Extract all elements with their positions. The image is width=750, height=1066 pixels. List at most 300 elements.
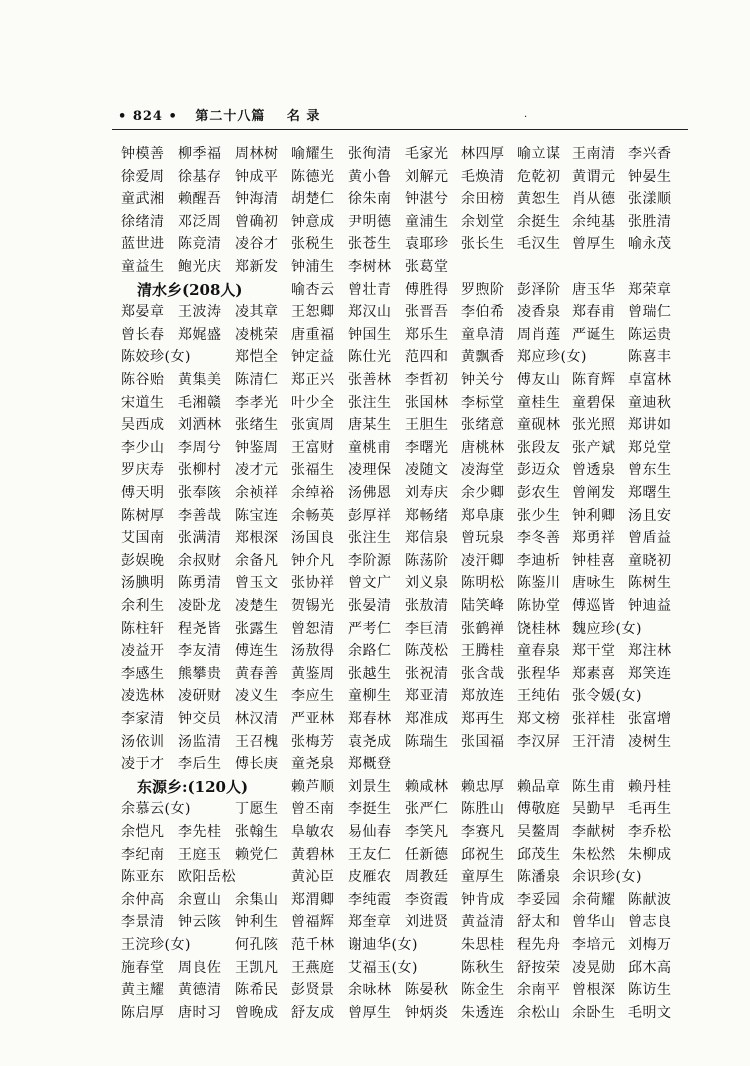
name-entry: 陈启厚	[121, 1004, 165, 1021]
name-entry: 李巨清	[405, 620, 449, 637]
name-entry: 傅敬庭	[517, 801, 561, 818]
name-entry: 李树林	[348, 259, 392, 275]
name-entry: 凌海堂	[461, 462, 505, 479]
name-entry: 郑概登	[348, 756, 392, 773]
name-entry: 郑准成	[405, 711, 449, 727]
name-entry: 童浦生	[405, 213, 449, 230]
name-entry: 钟海清	[235, 191, 279, 208]
name-entry: 严亚林	[291, 711, 335, 727]
name-entry: 傅长庚	[235, 756, 279, 773]
name-entry: 曾盾益	[628, 530, 672, 547]
name-entry: 余备凡	[235, 552, 279, 569]
name-entry: 李孝光	[235, 394, 279, 411]
name-entry: 张富增	[628, 711, 672, 727]
name-entry: 傅友山	[517, 372, 561, 388]
name-entry: 喻立谋	[517, 146, 561, 162]
name-entry: 曾文广	[348, 575, 392, 592]
name-entry: 程先舟	[517, 937, 561, 953]
name-entry: 钟桂喜	[572, 552, 616, 569]
name-entry: 曾厚生	[348, 1004, 392, 1021]
name-entry: 郑曙生	[628, 485, 672, 501]
name-entry: 陈树厚	[121, 507, 165, 524]
name-entry: 李赛凡	[461, 824, 505, 840]
name-entry: 凌晃勋	[572, 959, 616, 976]
name-entry: 陈喜丰	[628, 349, 672, 366]
name-entry: 张程华	[517, 665, 561, 682]
name-entry: 童碧保	[572, 394, 616, 411]
name-entry: 舒按荣	[517, 959, 561, 976]
name-entry: 邓泛周	[178, 213, 222, 230]
name-entry: 郑再生	[461, 711, 505, 727]
name-entry: 张胜清	[628, 213, 672, 230]
name-entry: 宋道生	[121, 394, 165, 411]
name-entry: 曾志良	[628, 914, 672, 931]
name-entry: 余挺生	[517, 213, 561, 230]
name-entry: 陈献波	[628, 891, 672, 908]
name-entry: 陈育辉	[572, 372, 616, 388]
name-entry: 余少卿	[461, 485, 505, 501]
name-entry: 陈访生	[628, 982, 672, 999]
name-entry: 余祯祥	[235, 485, 279, 501]
name-entry: 童柳生	[348, 688, 392, 705]
name-entry: 曾玉文	[235, 575, 279, 592]
name-entry: 陈明松	[461, 575, 505, 592]
name-entry: 郑干堂	[572, 643, 616, 660]
name-entry: 余识珍(女)	[572, 869, 642, 886]
name-entry: 严诞生	[572, 326, 616, 343]
name-entry: 童砚林	[517, 417, 561, 434]
name-entry: 曾福辉	[291, 914, 335, 931]
name-entry: 凌选林	[121, 688, 165, 705]
name-entry: 余慕云(女)	[121, 801, 191, 818]
name-entry: 张税生	[291, 236, 335, 253]
name-entry: 朱松然	[572, 846, 616, 863]
name-entry: 刘洒林	[178, 417, 222, 434]
name-entry: 郑正兴	[291, 372, 335, 388]
name-entry: 张段友	[517, 439, 561, 456]
name-entry: 李应生	[291, 688, 335, 705]
name-entry: 张梅芳	[291, 733, 335, 750]
name-entry: 黄主耀	[121, 982, 165, 999]
name-entry: 陈树生	[628, 575, 672, 592]
name-entry: 胡楚仁	[291, 191, 335, 208]
name-entry: 朱透连	[461, 1004, 505, 1021]
name-entry: 张苍生	[348, 236, 392, 253]
name-entry: 赖品章	[517, 778, 561, 795]
name-entry: 陈亚东	[121, 869, 165, 886]
name-entry: 钟国生	[348, 326, 392, 343]
name-entry: 欧阳岳松	[178, 869, 236, 886]
name-entry: 毛汉生	[517, 236, 561, 253]
name-entry: 王腾桂	[461, 643, 505, 660]
name-entry: 凌理保	[348, 462, 392, 479]
name-entry: 张寅周	[291, 417, 335, 434]
name-entry: 黄恕生	[517, 191, 561, 208]
name-entry: 李善哉	[178, 507, 222, 524]
name-entry: 凌卧龙	[178, 598, 222, 614]
name-entry: 周林树	[235, 146, 279, 162]
name-entry: 汤腆明	[121, 575, 165, 592]
name-entry: 邱祝生	[461, 846, 505, 863]
name-entry: 徐爱周	[121, 168, 165, 185]
name-entry: 余亶山	[178, 891, 222, 908]
name-entry: 郑娓盛	[178, 326, 222, 343]
name-entry: 陈潘泉	[517, 869, 561, 886]
name-entry: 陈胜山	[461, 801, 505, 818]
name-entry: 汤依训	[121, 733, 165, 750]
name-entry: 陈茂松	[405, 643, 449, 660]
name-entry: 邱茂生	[517, 846, 561, 863]
name-entry: 刘梅万	[628, 937, 672, 953]
name-entry: 李周兮	[178, 439, 222, 456]
name-entry: 陆笑峰	[461, 598, 505, 614]
name-entry: 李纪南	[121, 846, 165, 863]
name-entry: 余卧生	[572, 1004, 616, 1021]
section-title: 名 录	[286, 109, 321, 124]
name-entry: 陈仕光	[348, 349, 392, 366]
name-entry: 张光照	[572, 417, 616, 434]
name-entry: 舒太和	[517, 914, 561, 931]
name-entry: 李曙光	[405, 439, 449, 456]
name-entry: 彭迈众	[517, 462, 561, 479]
name-entry: 刘解元	[405, 168, 449, 185]
name-entry: 曾晚成	[235, 1004, 279, 1021]
name-entry: 钟定益	[291, 349, 335, 366]
name-entry: 赖忠厚	[461, 778, 505, 795]
name-entry: 赖咸林	[405, 778, 449, 795]
name-entry: 王富财	[291, 439, 335, 456]
name-entry: 郑素喜	[572, 665, 616, 682]
name-entry: 黄德清	[178, 982, 222, 999]
name-entry: 傅天明	[121, 485, 165, 501]
name-entry: 余路仁	[348, 643, 392, 660]
name-entry: 朱思桂	[461, 937, 505, 953]
name-entry: 凌谷才	[235, 236, 279, 253]
name-entry: 李感生	[121, 665, 165, 682]
name-entry: 李培元	[572, 937, 616, 953]
name-entry: 袁耶珍	[405, 236, 449, 253]
name-entry: 钟迪益	[628, 598, 672, 614]
name-entry: 陈秋生	[461, 959, 505, 976]
name-entry: 余畅英	[291, 507, 335, 524]
name-entry: 余叔财	[178, 552, 222, 569]
name-entry: 郑乐生	[405, 326, 449, 343]
name-entry: 范四和	[405, 349, 449, 366]
name-entry: 李阶源	[348, 552, 392, 569]
name-entry: 张柳村	[178, 462, 222, 479]
name-entry: 郑荣章	[628, 281, 672, 298]
name-entry: 李笑凡	[405, 824, 449, 840]
name-entry: 张福生	[291, 462, 335, 479]
name-entry: 叶少全	[291, 394, 335, 411]
name-entry: 皮雁农	[348, 869, 392, 886]
name-entry: 唐咏生	[572, 575, 616, 592]
name-entry: 黄沁臣	[291, 869, 335, 886]
name-entry: 余南平	[517, 982, 561, 999]
name-entry: 张产斌	[572, 439, 616, 456]
name-entry: 张含哉	[461, 665, 505, 682]
name-entry: 汤且安	[628, 507, 672, 524]
name-entry: 阜敏农	[291, 824, 335, 840]
name-entry: 余田榜	[461, 191, 505, 208]
name-entry: 汤敖得	[291, 643, 335, 660]
name-entry: 陈运贵	[628, 326, 672, 343]
name-entry: 凌汗卿	[461, 552, 505, 569]
name-entry: 贺锡光	[291, 598, 335, 614]
name-entry: 刘进贤	[405, 914, 449, 931]
name-entry: 徐朱南	[348, 191, 392, 208]
name-entry: 刘寿庆	[405, 485, 449, 501]
name-entry: 曾根深	[572, 982, 616, 999]
name-entry: 张国福	[461, 733, 505, 750]
name-entry: 郑阜康	[461, 507, 505, 524]
name-entry: 罗庆寿	[121, 462, 165, 479]
name-entry: 张绪生	[235, 417, 279, 434]
name-entry: 张鹤禅	[461, 620, 505, 637]
name-entry: 罗煦阶	[461, 281, 505, 298]
name-entry: 曾确初	[235, 213, 279, 230]
name-entry: 唐桃林	[461, 439, 505, 456]
name-entry: 黄飘香	[461, 349, 505, 366]
name-entry: 钟炳炎	[405, 1004, 449, 1021]
name-entry: 熊攀贵	[178, 665, 222, 682]
name-entry: 王纯佑	[517, 688, 561, 705]
name-entry: 张晋吾	[405, 304, 449, 321]
name-entry: 朱柳成	[628, 846, 672, 863]
name-entry: 周肖莲	[517, 326, 561, 343]
name-entry: 李迪析	[517, 552, 561, 569]
name-entry: 钟云陔	[178, 914, 222, 931]
name-entry: 李伯希	[461, 304, 505, 321]
name-entry: 傅巡皆	[572, 598, 616, 614]
name-entry: 陈生甫	[572, 778, 616, 795]
name-entry: 林四厚	[461, 146, 505, 162]
name-entry: 张长生	[461, 236, 505, 253]
name-entry: 陈柱轩	[121, 620, 165, 637]
name-entry: 陈晏秋	[405, 982, 449, 999]
name-entry: 喻耀生	[291, 146, 335, 162]
name-entry: 李挺生	[348, 801, 392, 818]
name-entry: 黄谓元	[572, 168, 616, 185]
name-entry: 程尧皆	[178, 620, 222, 637]
name-entry: 张少生	[517, 507, 561, 524]
name-entry: 钟交员	[178, 711, 222, 727]
name-entry: 陈瑞生	[405, 733, 449, 750]
name-entry: 黄益清	[461, 914, 505, 931]
name-entry: 钟利卿	[572, 507, 616, 524]
name-entry: 童春泉	[517, 643, 561, 660]
name-entry: 余咏林	[348, 982, 392, 999]
name-entry: 赖党仁	[235, 846, 279, 863]
name-entry: 郑笑连	[628, 665, 672, 682]
name-entry: 凌树生	[628, 733, 672, 750]
section-heading: 东源乡:(120人)	[137, 777, 249, 796]
name-entry: 凌研财	[178, 688, 222, 705]
name-entry: 凌其章	[235, 304, 279, 321]
name-entry: 张翰生	[235, 824, 279, 840]
name-entry: 郑汉山	[348, 304, 392, 321]
name-entry: 赖醒吾	[178, 191, 222, 208]
name-entry: 严考仁	[348, 620, 392, 637]
name-entry: 李友清	[178, 643, 222, 660]
name-entry: 余集山	[235, 891, 279, 908]
name-entry: 张注生	[348, 394, 392, 411]
name-entry: 曾玩泉	[461, 530, 505, 547]
name-entry: 黄集美	[178, 372, 222, 388]
name-entry: 王凯凡	[235, 959, 279, 976]
name-entry: 汤佛恩	[348, 485, 392, 501]
name-entry: 唐时习	[178, 1004, 222, 1021]
name-entry: 凌楚生	[235, 598, 279, 614]
name-entry: 张国林	[405, 394, 449, 411]
name-entry: 刘景生	[348, 778, 392, 795]
name-entry: 赖丹桂	[628, 778, 672, 795]
name-entry: 丁愿生	[235, 801, 279, 818]
name-entry: 张越生	[348, 665, 392, 682]
section-heading: 清水乡(208人)	[137, 280, 243, 299]
name-entry: 陈谷贻	[121, 372, 165, 388]
name-entry: 徐绪清	[121, 213, 165, 230]
name-entry: 曾瑞仁	[628, 304, 672, 321]
name-entry: 余荷耀	[572, 891, 616, 908]
name-entry: 曾华山	[572, 914, 616, 931]
name-entry: 郑春林	[348, 711, 392, 727]
name-entry: 张注生	[348, 530, 392, 547]
name-entry: 彭贤景	[291, 982, 335, 999]
name-entry: 余松山	[517, 1004, 561, 1021]
name-entry: 艾国南	[121, 530, 165, 547]
name-entry: 刘义泉	[405, 575, 449, 592]
name-entry: 张绪意	[461, 417, 505, 434]
name-entry: 钟浦生	[291, 259, 335, 275]
name-entry: 郑应珍(女)	[517, 349, 587, 366]
name-entry: 吴勤早	[572, 801, 616, 818]
name-entry: 傅胜得	[405, 281, 449, 298]
name-entry: 徐基存	[178, 168, 222, 185]
name-entry: 李哲初	[405, 372, 449, 388]
name-entry: 郑注林	[628, 643, 672, 660]
name-entry: 凌桃荣	[235, 326, 279, 343]
name-entry: 童晓初	[628, 552, 672, 569]
name-entry: 曾东生	[628, 462, 672, 479]
name-entry: 魏应珍(女)	[572, 620, 642, 637]
name-entry: 张徇清	[348, 146, 392, 162]
name-entry: 王恕卿	[291, 304, 335, 321]
name-entry: 尹明德	[348, 213, 392, 230]
name-entry: 张葛堂	[405, 259, 449, 275]
name-entry: 曾透泉	[572, 462, 616, 479]
name-entry: 陈荡阶	[405, 552, 449, 569]
name-entry: 李妥园	[517, 891, 561, 908]
name-entry: 邱木高	[628, 959, 672, 976]
name-entry: 李献树	[572, 824, 616, 840]
name-entry: 凌随文	[405, 462, 449, 479]
name-entry: 郑兑堂	[628, 439, 672, 456]
name-entry: 曾阐发	[572, 485, 616, 501]
name-entry: 蓝世进	[121, 236, 165, 253]
name-entry: 陈鉴川	[517, 575, 561, 592]
name-entry: 肖从德	[572, 191, 616, 208]
name-entry: 黄春善	[235, 665, 279, 682]
name-entry: 郑畅绪	[405, 507, 449, 524]
name-entry: 周教廷	[405, 869, 449, 886]
name-entry: 彭泽阶	[517, 281, 561, 298]
name-entry: 童益生	[121, 259, 165, 275]
name-entry: 钟模善	[121, 146, 165, 162]
name-entry: 施春堂	[121, 959, 165, 976]
name-entry: 张露生	[235, 620, 279, 637]
name-entry: 傅连生	[235, 643, 279, 660]
name-entry: 彭娱晚	[121, 552, 165, 569]
name-entry: 张善林	[348, 372, 392, 388]
name-entry: 王浣珍(女)	[121, 937, 191, 953]
name-entry: 袁尧成	[348, 733, 392, 750]
name-entry: 艾福玉(女)	[348, 959, 418, 976]
name-entry: 凌香泉	[517, 304, 561, 321]
name-entry: 张满清	[178, 530, 222, 547]
name-entry: 余划堂	[461, 213, 505, 230]
name-entry: 柳季福	[178, 146, 222, 162]
name-entry: 王胆生	[405, 417, 449, 434]
name-entry: 郑亚清	[405, 688, 449, 705]
name-entry: 李家清	[121, 711, 165, 727]
name-entry: 曾长春	[121, 326, 165, 343]
name-entry: 谢迪华(女)	[348, 937, 418, 953]
name-entry: 范千林	[291, 937, 335, 953]
name-entry: 钟晏生	[628, 168, 672, 185]
name-entry: 王南清	[572, 146, 616, 162]
name-entry: 凌义生	[235, 688, 279, 705]
name-entry: 李少山	[121, 439, 165, 456]
name-entry: 曾丕南	[291, 801, 335, 818]
name-entry: 童尧泉	[291, 756, 335, 773]
name-entry: 郑信泉	[405, 530, 449, 547]
name-entry: 鲍光庆	[178, 259, 222, 275]
name-entry: 黄鉴周	[291, 665, 335, 682]
name-entry: 喻永茂	[628, 236, 672, 253]
print-mark: ·	[524, 112, 528, 123]
name-entry: 林汉清	[235, 711, 279, 727]
name-entry: 郑讲如	[628, 417, 672, 434]
name-entry: 毛湘赣	[178, 394, 222, 411]
name-entry: 李兴香	[628, 146, 672, 162]
name-entry: 彭农生	[517, 485, 561, 501]
name-entry: 赖芦顺	[291, 778, 335, 795]
name-entry: 郑渭卿	[291, 891, 335, 908]
name-entry: 郑晏章	[121, 304, 165, 321]
name-entry: 张奉陔	[178, 485, 222, 501]
name-entry: 王友仁	[348, 846, 392, 863]
name-entry: 李冬善	[517, 530, 561, 547]
name-entry: 钟成平	[235, 168, 279, 185]
name-entry: 卓富林	[628, 372, 672, 388]
name-entry: 陈宝连	[235, 507, 279, 524]
name-entry: 陈勇清	[178, 575, 222, 592]
name-entry: 吴西成	[121, 417, 165, 434]
name-entry: 李乔松	[628, 824, 672, 840]
name-entry: 郑放连	[461, 688, 505, 705]
name-entry: 凌于才	[121, 756, 165, 773]
name-entry: 李汉屏	[517, 733, 561, 750]
name-entry: 郑勇祥	[572, 530, 616, 547]
name-entry: 童阜清	[461, 326, 505, 343]
name-entry: 钟介凡	[291, 552, 335, 569]
name-entry: 何孔陔	[235, 937, 279, 953]
name-entry: 汤监清	[178, 733, 222, 750]
name-entry: 李资霞	[405, 891, 449, 908]
name-entry: 余绰裕	[291, 485, 335, 501]
name-entry: 李先桂	[178, 824, 222, 840]
